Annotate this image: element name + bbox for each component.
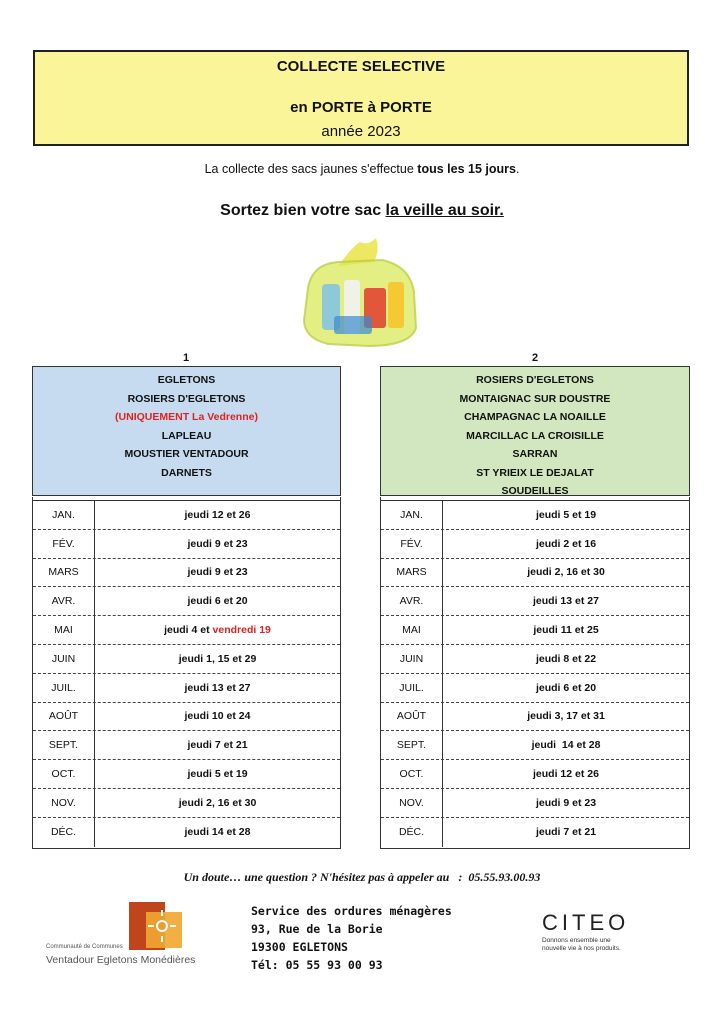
community-logo — [42, 898, 196, 976]
logo-sun-icon — [142, 904, 182, 948]
title-line-year: année 2023 — [321, 123, 401, 140]
zone-2-number: 2 — [531, 352, 539, 364]
commune: SOUDEILLES — [501, 485, 569, 497]
month-label: JUIN — [33, 645, 95, 673]
schedule-row — [381, 645, 689, 674]
tagline-underlined: la veille au soir. — [385, 202, 504, 219]
month-label: AVR. — [381, 587, 443, 615]
info-line — [0, 162, 724, 176]
month-label: JUIN — [381, 645, 443, 673]
collection-dates: jeudi 12 et 26 — [184, 508, 251, 521]
schedule-row — [33, 760, 340, 789]
schedule-row — [33, 674, 340, 703]
citeo-logo — [542, 912, 652, 953]
month-label: AOÛT — [381, 703, 443, 731]
schedule-row — [381, 789, 689, 818]
collection-dates: jeudi 6 et 20 — [535, 681, 597, 694]
collection-dates: jeudi 10 et 24 — [184, 710, 251, 723]
commune: MOUSTIER VENTADOUR — [124, 448, 249, 460]
commune: CHAMPAGNAC LA NOAILLE — [464, 411, 606, 423]
collection-dates: jeudi 7 et 21 — [535, 826, 597, 839]
commune: LAPLEAU — [161, 429, 212, 442]
title-line-collecte: COLLECTE SELECTIVE — [276, 58, 446, 75]
commune: EGLETONS — [157, 374, 216, 386]
zone-1-number: 1 — [182, 352, 190, 364]
schedule-row — [33, 645, 340, 674]
month-label: DÉC. — [33, 818, 95, 847]
month-label: MARS — [381, 559, 443, 587]
question-line: Un doute… une question ? N'hésitez pas à appeler au : 05.55.93.00.93 — [183, 870, 541, 884]
schedule-row — [381, 703, 689, 732]
month-label: MARS — [33, 559, 95, 587]
month-label: JAN. — [381, 501, 443, 529]
service-name: Service des ordures ménagères — [251, 904, 452, 918]
citeo-slogan — [542, 937, 652, 953]
schedule-row — [381, 587, 689, 616]
month-label: JUIL. — [33, 674, 95, 702]
month-label: OCT. — [381, 760, 443, 788]
month-label: MAI — [381, 616, 443, 644]
month-label: JUIL. — [381, 674, 443, 702]
commune: DARNETS — [161, 466, 212, 479]
zone-1-communes — [32, 366, 341, 496]
logo-name: Ventadour Egletons Monédières — [46, 954, 196, 966]
schedule-row — [381, 559, 689, 588]
month-label: SEPT. — [381, 731, 443, 759]
service-street: 93, Rue de la Borie — [251, 922, 383, 936]
commune: SARRAN — [512, 448, 558, 460]
tagline-prefix: Sortez bien votre sac — [220, 202, 386, 219]
title-line-porte: en PORTE à PORTE — [290, 99, 432, 116]
collection-dates: jeudi 2, 16 et 30 — [527, 566, 605, 579]
schedule-row — [381, 818, 689, 847]
service-address — [251, 902, 452, 974]
schedule-row — [33, 616, 340, 645]
month-label: MAI — [33, 616, 95, 644]
month-label: SEPT. — [33, 731, 95, 759]
collection-dates: jeudi 2, 16 et 30 — [178, 796, 257, 809]
collection-dates: jeudi 1, 15 et 29 — [178, 652, 257, 665]
schedule-row — [33, 731, 340, 760]
schedule-row — [33, 703, 340, 732]
collection-dates: jeudi 5 et 19 — [187, 768, 248, 781]
tagline — [0, 202, 724, 220]
month-label: FÉV. — [33, 530, 95, 558]
dates-regular: jeudi 4 et — [164, 624, 213, 637]
zone-1-schedule — [32, 497, 341, 849]
collection-dates: jeudi 9 et 23 — [535, 796, 597, 809]
collection-dates: jeudi 14 et 28 — [184, 826, 251, 839]
info-suffix: . — [515, 162, 520, 176]
citeo-wordmark: CITEO — [542, 910, 630, 935]
month-label: NOV. — [381, 789, 443, 817]
schedule-row — [33, 818, 340, 847]
schedule-row — [33, 559, 340, 588]
collection-dates: jeudi 13 et 27 — [184, 681, 251, 694]
zone-2-communes — [380, 366, 690, 496]
title-box — [33, 50, 689, 146]
month-label: NOV. — [33, 789, 95, 817]
schedule-row — [33, 587, 340, 616]
commune: ROSIERS D'EGLETONS — [476, 374, 594, 386]
commune-note: (UNIQUEMENT La Vedrenne) — [115, 411, 258, 423]
info-bold: tous les 15 jours — [417, 162, 516, 176]
collection-dates: jeudi 9 et 23 — [187, 566, 248, 579]
schedule-row — [33, 530, 340, 559]
commune: MARCILLAC LA CROISILLE — [466, 429, 604, 442]
collection-dates: jeudi 13 et 27 — [533, 595, 599, 608]
commune: MONTAIGNAC SUR DOUSTRE — [459, 392, 611, 405]
collection-dates: jeudi 14 et 28 — [531, 739, 601, 752]
citeo-slogan-line: nouvelle vie à nos produits. — [542, 945, 621, 952]
month-label: DÉC. — [381, 818, 443, 847]
collection-dates: jeudi 9 et 23 — [187, 537, 248, 550]
schedule-row — [33, 501, 340, 530]
schedule-row — [381, 530, 689, 559]
service-city: 19300 EGLETONS — [251, 940, 348, 954]
schedule-row — [381, 760, 689, 789]
schedule-row — [33, 789, 340, 818]
schedule-row — [381, 674, 689, 703]
collection-dates: jeudi 6 et 20 — [187, 595, 248, 608]
info-prefix: La collecte des sacs jaunes s'effectue — [204, 162, 418, 176]
collection-dates: jeudi 11 et 25 — [533, 624, 599, 637]
service-phone: Tél: 05 55 93 00 93 — [251, 958, 383, 972]
collection-dates: jeudi 7 et 21 — [187, 739, 248, 752]
collection-dates: jeudi 3, 17 et 31 — [527, 710, 605, 723]
month-label: OCT. — [33, 760, 95, 788]
commune: ROSIERS D'EGLETONS — [127, 392, 246, 405]
zone-2-schedule — [380, 497, 690, 849]
collection-dates: jeudi 12 et 26 — [533, 768, 599, 781]
schedule-row — [381, 616, 689, 645]
collection-dates: jeudi 5 et 19 — [535, 508, 597, 521]
month-label: AOÛT — [33, 703, 95, 731]
yellow-recycling-bag-icon — [298, 236, 422, 350]
month-label: JAN. — [33, 501, 95, 529]
month-label: FÉV. — [381, 530, 443, 558]
schedule-row — [381, 731, 689, 760]
collection-dates: jeudi 8 et 22 — [535, 652, 597, 665]
dates-exception: vendredi 19 — [212, 624, 271, 637]
logo-caption: Communauté de Communes — [46, 944, 123, 950]
collection-dates — [95, 624, 340, 636]
collection-dates: jeudi 2 et 16 — [535, 537, 597, 550]
month-label: AVR. — [33, 587, 95, 615]
citeo-slogan-line: Donnons ensemble une — [542, 937, 611, 944]
commune: ST YRIEIX LE DEJALAT — [476, 466, 594, 479]
schedule-row — [381, 501, 689, 530]
